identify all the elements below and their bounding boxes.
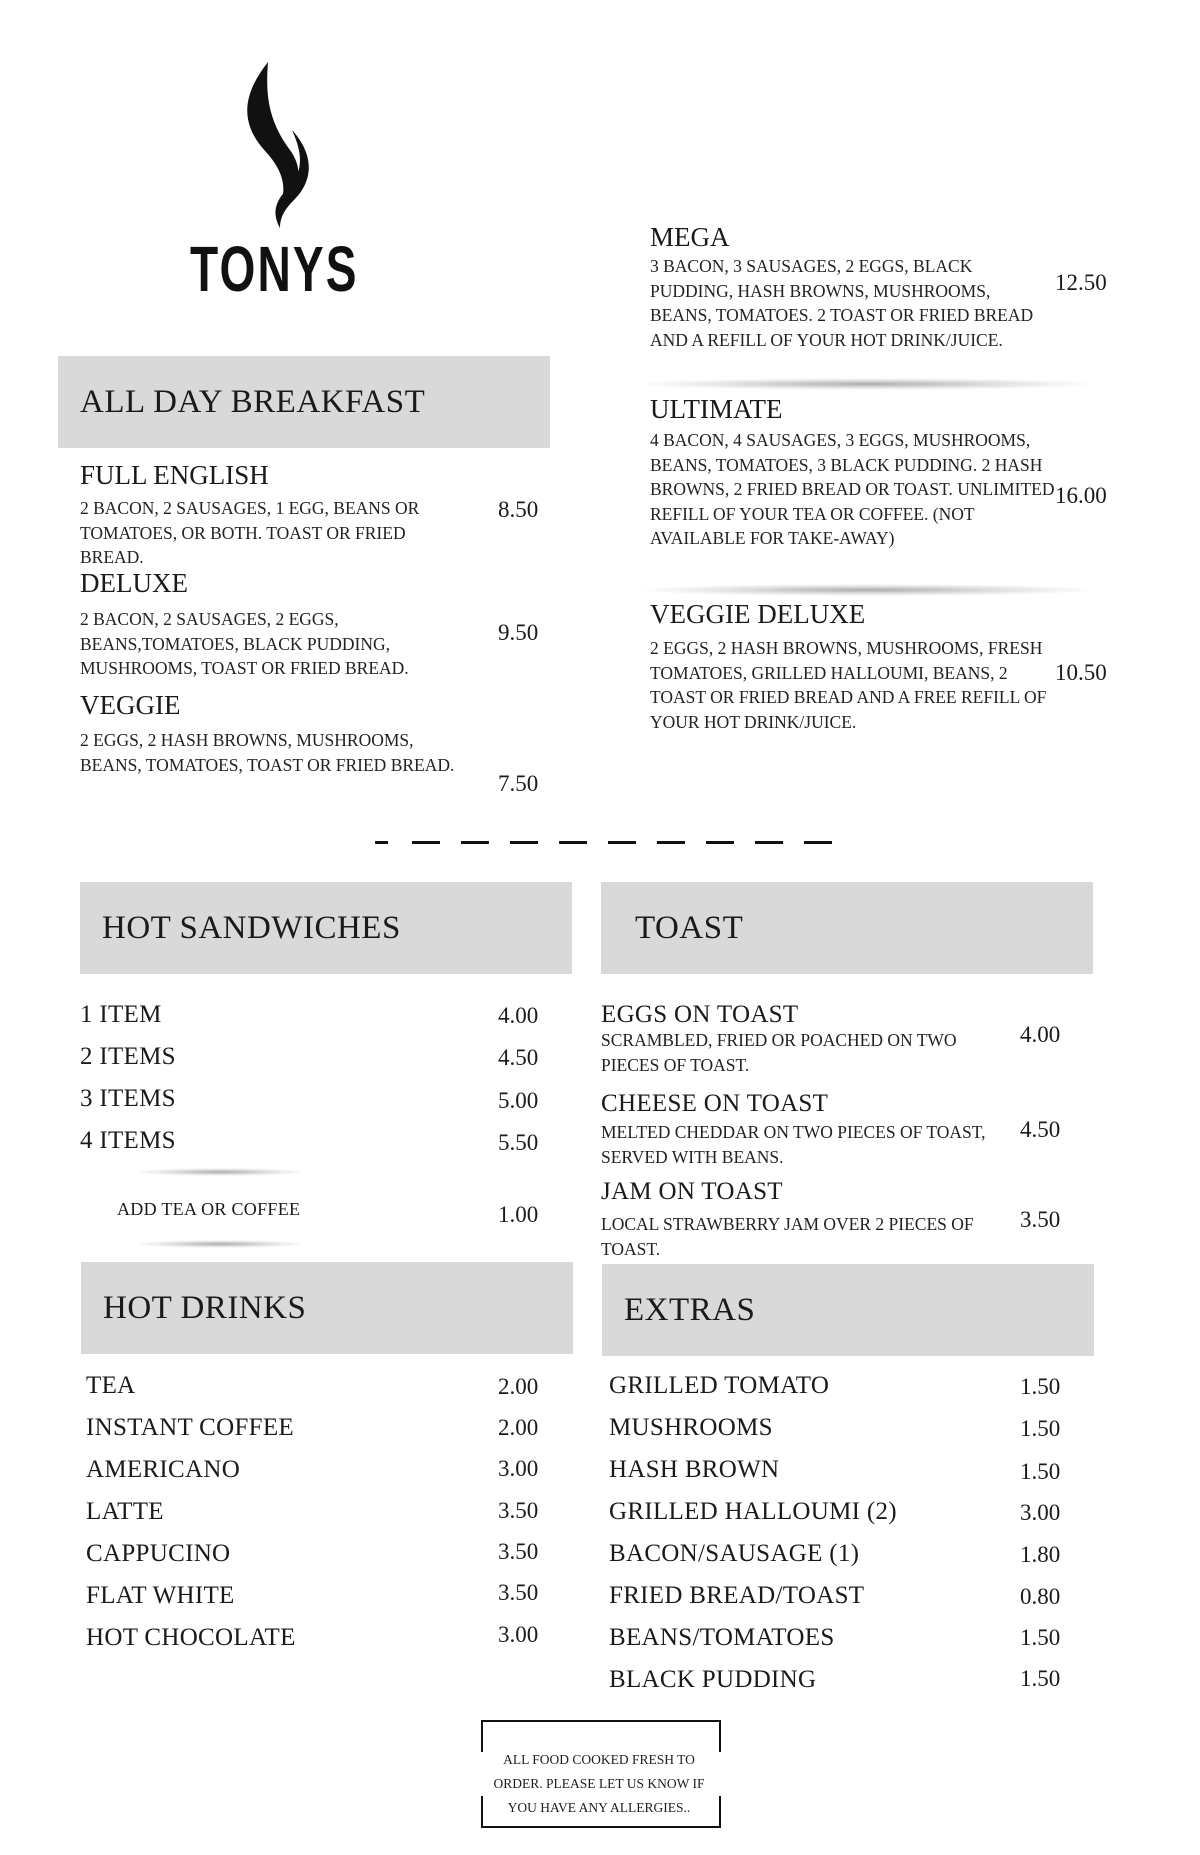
item-desc: LOCAL STRAWBERRY JAM OVER 2 PIECES OF TOAST. (601, 1214, 974, 1259)
item-price: 4.00 (498, 1003, 539, 1028)
item-name: HOT CHOCOLATE (86, 1624, 296, 1651)
item-name: 3 ITEMS (80, 1085, 176, 1112)
brand-name: TONYS (190, 233, 359, 305)
item-name: 1 ITEM (80, 1001, 162, 1028)
toast-title: TOAST (635, 910, 744, 946)
item-price: 9.50 (498, 620, 539, 645)
item-name: FLAT WHITE (86, 1582, 235, 1609)
item-desc: 2 BACON, 2 SAUSAGES, 2 EGGS, BEANS,TOMATOES, BLACK PUDDING, MUSHROOMS, TOAST OR FRIED BREAD. (80, 609, 409, 678)
item-name: MUSHROOMS (609, 1414, 773, 1441)
item-price: 2.00 (498, 1374, 539, 1399)
item-price: 1.50 (1020, 1666, 1061, 1691)
item-price: 3.00 (498, 1456, 539, 1481)
item-name: BEANS/TOMATOES (609, 1624, 835, 1651)
item-name: FULL ENGLISH (80, 460, 269, 490)
item-name: DELUXE (80, 568, 188, 598)
item-name: CHEESE ON TOAST (601, 1090, 829, 1117)
item-price: 1.50 (1020, 1416, 1061, 1441)
item-desc: MELTED CHEDDAR ON TWO PIECES OF TOAST, SERVED WITH BEANS. (601, 1122, 986, 1167)
item-name: VEGGIE (80, 690, 181, 720)
breakfast-header (58, 356, 550, 448)
item-price: 1.50 (1020, 1625, 1061, 1650)
item-price: 10.50 (1055, 660, 1107, 685)
item-desc: 2 EGGS, 2 HASH BROWNS, MUSHROOMS, FRESH TOMATOES, GRILLED HALLOUMI, BEANS, 2 TOAST OR FRIED BREAD AND A FREE REFILL OF YOUR HOT DRINK/JUICE. (650, 638, 1047, 732)
divider (135, 1240, 305, 1248)
addon-name: ADD TEA OR COFFEE (117, 1199, 301, 1219)
item-price: 8.50 (498, 497, 539, 522)
item-name: VEGGIE DELUXE (650, 599, 866, 629)
item-name: 4 ITEMS (80, 1127, 176, 1154)
item-name: BLACK PUDDING (609, 1666, 817, 1693)
item-price: 4.50 (1020, 1117, 1061, 1142)
item-desc: 4 BACON, 4 SAUSAGES, 3 EGGS, MUSHROOMS, BEANS, TOMATOES, 3 BLACK PUDDING. 2 HASH BROWNS, 2 FRIED BREAD OR TOAST. UNLIMITED REFILL OF YOUR TEA OR COFFEE. (NOT AVAILABLE FOR TAKE-AWAY) (650, 430, 1055, 548)
item-name: CAPPUCINO (86, 1540, 231, 1567)
extras-title: EXTRAS (624, 1292, 756, 1328)
item-price: 3.50 (498, 1580, 539, 1605)
item-name: LATTE (86, 1498, 164, 1525)
item-name: MEGA (650, 222, 730, 252)
item-desc: SCRAMBLED, FRIED OR POACHED ON TWO PIECES OF TOAST. (601, 1030, 957, 1075)
item-price: 3.00 (498, 1622, 539, 1647)
flame-icon (238, 60, 318, 230)
divider (640, 584, 1095, 596)
item-name: AMERICANO (86, 1456, 241, 1483)
item-price: 0.80 (1020, 1584, 1061, 1609)
sandwiches-title: HOT SANDWICHES (102, 910, 401, 946)
item-price: 1.50 (1020, 1459, 1061, 1484)
item-name: FRIED BREAD/TOAST (609, 1582, 865, 1609)
item-price: 4.50 (498, 1045, 539, 1070)
divider (640, 378, 1095, 390)
item-price: 12.50 (1055, 270, 1107, 295)
item-desc: 2 BACON, 2 SAUSAGES, 1 EGG, BEANS OR TOMATOES, OR BOTH. TOAST OR FRIED BREAD. (80, 498, 420, 567)
drinks-header (81, 1262, 573, 1354)
item-name: GRILLED HALLOUMI (2) (609, 1498, 897, 1525)
item-name: 2 ITEMS (80, 1043, 176, 1070)
item-name: GRILLED TOMATO (609, 1372, 830, 1399)
item-name: INSTANT COFFEE (86, 1414, 295, 1441)
item-price: 3.50 (498, 1539, 539, 1564)
allergy-notice (481, 1720, 717, 1828)
toast-header (601, 882, 1093, 974)
notice-text: ALL FOOD COOKED FRESH TO ORDER. PLEASE LET US KNOW IF YOU HAVE ANY ALLERGIES.. (493, 1752, 705, 1815)
sandwiches-header (80, 882, 572, 974)
item-price: 1.80 (1020, 1542, 1061, 1567)
item-name: JAM ON TOAST (601, 1178, 783, 1205)
item-name: BACON/SAUSAGE (1) (609, 1540, 860, 1567)
item-price: 5.50 (498, 1130, 539, 1155)
item-price: 3.50 (1020, 1207, 1061, 1232)
addon-price: 1.00 (498, 1202, 539, 1227)
item-name: EGGS ON TOAST (601, 1001, 799, 1028)
extras-header (602, 1264, 1094, 1356)
item-price: 2.00 (498, 1415, 539, 1440)
drinks-title: HOT DRINKS (103, 1290, 307, 1326)
divider (135, 1168, 305, 1176)
item-name: TEA (86, 1372, 136, 1399)
item-name: ULTIMATE (650, 394, 783, 424)
item-desc: 3 BACON, 3 SAUSAGES, 2 EGGS, BLACK PUDDING, HASH BROWNS, MUSHROOMS, BEANS, TOMATOES. 2 TOAST OR FRIED BREAD AND A REFILL OF YOUR HOT DRINK/JUICE. (650, 256, 1034, 350)
item-price: 3.50 (498, 1498, 539, 1523)
item-price: 7.50 (498, 771, 539, 796)
item-price: 16.00 (1055, 483, 1107, 508)
item-desc: 2 EGGS, 2 HASH BROWNS, MUSHROOMS, BEANS, TOMATOES, TOAST OR FRIED BREAD. (80, 730, 455, 775)
breakfast-title: ALL DAY BREAKFAST (80, 384, 426, 420)
item-price: 3.00 (1020, 1500, 1061, 1525)
item-price: 4.00 (1020, 1022, 1061, 1047)
item-name: HASH BROWN (609, 1456, 780, 1483)
item-price: 1.50 (1020, 1374, 1061, 1399)
item-price: 5.00 (498, 1088, 539, 1113)
